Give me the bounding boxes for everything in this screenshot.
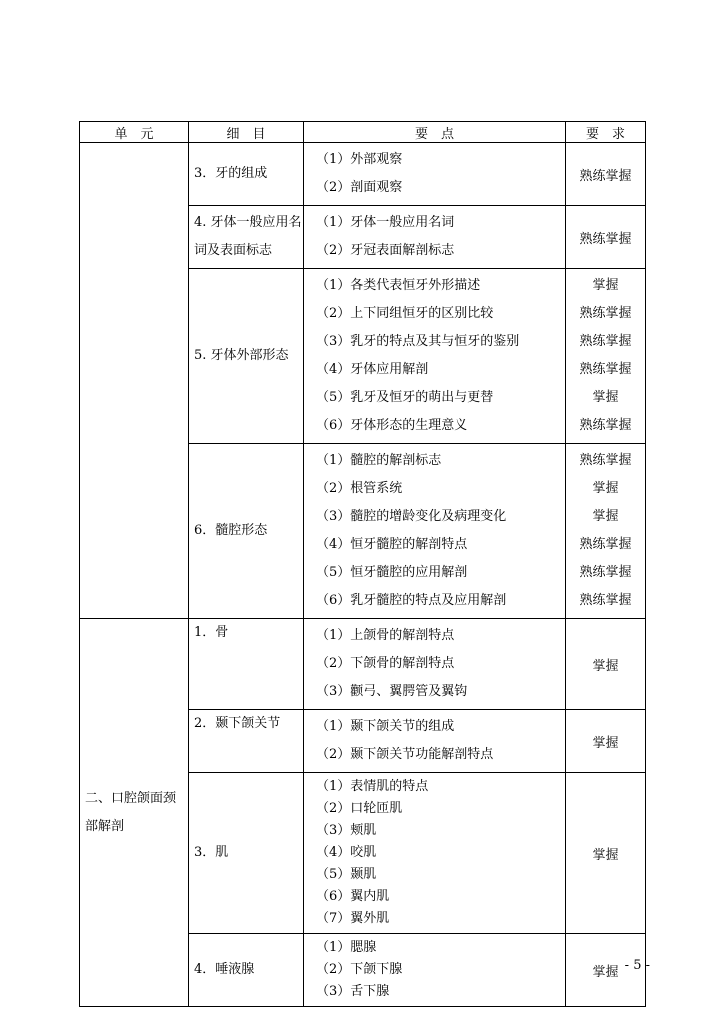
point-line: （1）表情肌的特点 [316,779,429,794]
table-header-row [80,122,646,143]
point-line: （4）牙体应用解剖 [316,362,429,377]
requirement-cell: 熟练掌握 [566,206,646,269]
requirement-line: 熟练掌握 [579,306,632,321]
requirement-cell: 熟练掌握 [566,143,646,206]
requirement-line: 掌握 [592,390,619,405]
requirement-cell [566,269,646,444]
item-cell: 6．髓腔形态 [189,444,304,619]
point-line: （1）上颌骨的解剖特点 [316,628,455,643]
point-line: （2）口轮匝肌 [316,801,403,816]
syllabus-table [79,121,646,1007]
header-unit: 单 元 [80,122,189,143]
item-cell: 4．唾液腺 [189,934,304,1007]
item-cell: 5. 牙体外部形态 [189,269,304,444]
item-cell: 1．骨 [189,619,304,710]
point-line: （3）颊肌 [316,823,377,838]
point-line: （1）各类代表恒牙外形描述 [316,278,481,293]
unit-cell-empty [80,143,189,619]
points-cell [304,773,566,934]
page-number: - 5 - [624,958,650,973]
point-line: （7）翼外肌 [316,911,390,926]
points-cell [304,206,566,269]
point-line: （1）牙体一般应用名词 [316,215,455,230]
point-line: （1）腮腺 [316,940,377,955]
requirement-line: 熟练掌握 [579,593,632,608]
point-line: （2）下颌骨的解剖特点 [316,656,455,671]
point-line: （6）牙体形态的生理意义 [316,418,468,433]
requirement-line: 熟练掌握 [579,418,632,433]
requirement-line: 掌握 [592,481,619,496]
header-point: 要 点 [304,122,566,143]
requirement-line: 掌握 [592,278,619,293]
requirement-line: 掌握 [592,509,619,524]
requirement-cell: 掌握 [566,934,646,1007]
item-cell: 4. 牙体一般应用名词及表面标志 [189,206,304,269]
point-line: （1）颞下颌关节的组成 [316,719,455,734]
point-line: （2）上下同组恒牙的区别比较 [316,306,494,321]
point-line: （2）牙冠表面解剖标志 [316,243,455,258]
point-line: （3）乳牙的特点及其与恒牙的鉴别 [316,334,520,349]
point-line: （2）根管系统 [316,481,403,496]
point-line: （2）颞下颌关节功能解剖特点 [316,747,494,762]
points-cell [304,619,566,710]
points-cell [304,710,566,773]
requirement-line: 熟练掌握 [579,362,632,377]
point-line: （4）恒牙髓腔的解剖特点 [316,537,468,552]
requirement-line: 熟练掌握 [579,537,632,552]
requirement-line: 熟练掌握 [579,334,632,349]
points-cell [304,143,566,206]
requirement-cell [566,444,646,619]
requirement-cell: 掌握 [566,710,646,773]
points-cell [304,444,566,619]
point-line: （5）颞肌 [316,867,377,882]
item-cell: 3．肌 [189,773,304,934]
unit-cell: 二、口腔颌面颈部解剖 [80,619,189,1007]
point-line: （2）剖面观察 [316,180,403,195]
point-line: （3）颧弓、翼腭管及翼钩 [316,684,468,699]
point-line: （1）外部观察 [316,152,403,167]
point-line: （5）乳牙及恒牙的萌出与更替 [316,390,494,405]
requirement-cell: 掌握 [566,773,646,934]
requirement-line: 熟练掌握 [579,453,632,468]
point-line: （1）髓腔的解剖标志 [316,453,442,468]
points-cell [304,934,566,1007]
requirement-line: 熟练掌握 [579,565,632,580]
point-line: （2）下颌下腺 [316,962,403,977]
requirement-cell: 掌握 [566,619,646,710]
header-requirement: 要 求 [566,122,646,143]
table-row [80,143,646,206]
point-line: （3）舌下腺 [316,984,390,999]
header-item: 细 目 [189,122,304,143]
table-row [80,619,646,710]
point-line: （5）恒牙髓腔的应用解剖 [316,565,468,580]
item-cell: 2．颞下颌关节 [189,710,304,773]
point-line: （3）髓腔的增龄变化及病理变化 [316,509,507,524]
point-line: （4）咬肌 [316,845,377,860]
points-cell [304,269,566,444]
point-line: （6）乳牙髓腔的特点及应用解剖 [316,593,507,608]
item-cell: 3．牙的组成 [189,143,304,206]
point-line: （6）翼内肌 [316,889,390,904]
